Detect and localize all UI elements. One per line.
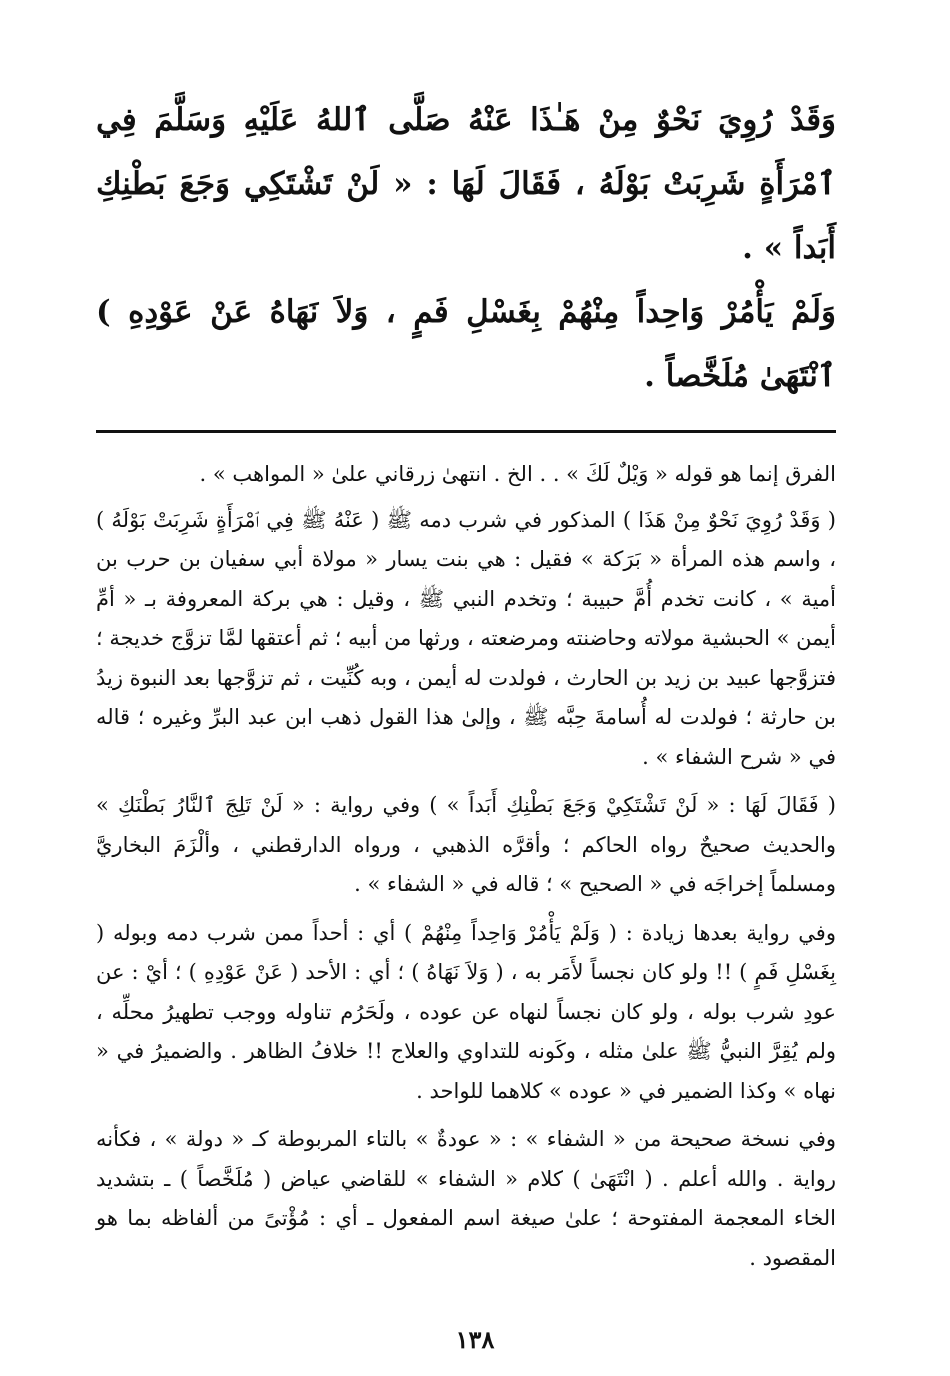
main-text-block [96, 88, 836, 408]
footnote-divider [96, 430, 836, 433]
commentary-paragraph-3: ( فَقَالَ لَهَا : « لَنْ تَشْتَكِيْ وَجَعَ بَطْنِكِ أَبَداً » ) وفي رواية : « لَنْ تَلِجَ ٱلنَّارُ بَطْنَكِ » والحديث صحيحٌ رواه الحاكم ؛ وأقرَّه الذهبي ، ورواه الدارقطني ، وألْزَمَ البخاريَّ ومسلماً إخراجَه في « الصحيح » ؛ قاله في « الشفاء » . [96, 793, 836, 896]
main-text-paragraph-2: وَلَمْ يَأْمُرْ وَاحِداً مِنْهُمْ بِغَسْلِ فَمٍ ، وَلاَ نَهَاهُ عَنْ عَوْدِهِ ) ٱنْتَهَىٰ مُلَخَّصاً . [96, 294, 836, 394]
commentary-paragraph-4: وفي رواية بعدها زيادة : ( وَلَمْ يَأْمُرْ وَاحِداً مِنْهُمْ ) أي : أحداً ممن شرب دمه وبوله ( بِغَسْلِ فَمٍ ) !! ولو كان نجساً لأَمَر به ، ( وَلاَ نَهَاهُ ) ؛ أي : الأحد ( عَنْ عَوْدِهِ ) ؛ أيْ : عن عودِ شرب بوله ، ولو كان نجساً لنهاه عن عوده ، ولَحَرُم تناوله ووجب تطهيرُ محلِّه ، ولم يُقِرَّ النبيُّ ﷺ علىٰ مثله ، وكَونه للتداوي والعلاج !! خلافُ الظاهر . والضميرُ في « نهاه » وكذا الضمير في « عوده » كلاهما للواحد . [96, 920, 836, 1103]
commentary-block [96, 455, 836, 1278]
page-number: ١٣٨ [455, 1325, 495, 1354]
main-text-paragraph-1: وَقَدْ رُوِيَ نَحْوٌ مِنْ هَـٰذَا عَنْهُ صَلَّى ٱللهُ عَلَيْهِ وَسَلَّمَ فِي ٱمْرَأَةٍ شَرِبَتْ بَوْلَهُ ، فَقَالَ لَهَا : « لَنْ تَشْتَكِي وَجَعَ بَطْنِكِ أَبَداً » . [96, 102, 836, 266]
book-page [96, 88, 836, 1336]
commentary-paragraph-5: وفي نسخة صحيحة من « الشفاء » : « عودةٌ » بالتاء المربوطة كـ « دولة » ، فكأنه رواية . والله أعلم . ( انْتَهَىٰ ) كلام « الشفاء » للقاضي عياض ( مُلَخَّصاً ) ـ بتشديد الخاء المعجمة المفتوحة ؛ علىٰ صيغة اسم المفعول ـ أي : مُؤْتىً من ألفاظه بما هو المقصود . [96, 1127, 836, 1270]
commentary-paragraph-1: الفرق إنما هو قوله « وَيْلٌ لَكَ » . . الخ . انتهىٰ زرقاني علىٰ « المواهب » . [199, 462, 836, 486]
commentary-paragraph-2: ( وَقَدْ رُوِيَ نَحْوٌ مِنْ هَذَا ) المذكور في شرب دمه ﷺ ( عَنْهُ ﷺ فِي ٱمْرَأَةٍ شَرِبَتْ بَوْلَهُ ) ، واسم هذه المرأة « بَرَكة » فقيل : هي بنت يسار « مولاة أبي سفيان بن حرب بن أمية » ، كانت تخدم أُمَّ حبيبة ؛ وتخدم النبي ﷺ ، وقيل : هي بركة المعروفة بـ « أمِّ أيمن » الحبشية مولاته وحاضنته ومرضعته ، ورثها من أبيه ؛ ثم أعتقها لمَّا تزوَّج خديجة ؛ فتزوَّجها عبيد بن زيد بن الحارث ، فولدت له أيمن ، وبه كُنِّيت ، ثم تزوَّجها بعد النبوة زيدُ بن حارثة ؛ فولدت له أُسامةَ حِبَّه ﷺ ، وإلىٰ هذا القول ذهب ابن عبد البرِّ وغيره ؛ قاله في « شرح الشفاء » . [96, 507, 836, 769]
